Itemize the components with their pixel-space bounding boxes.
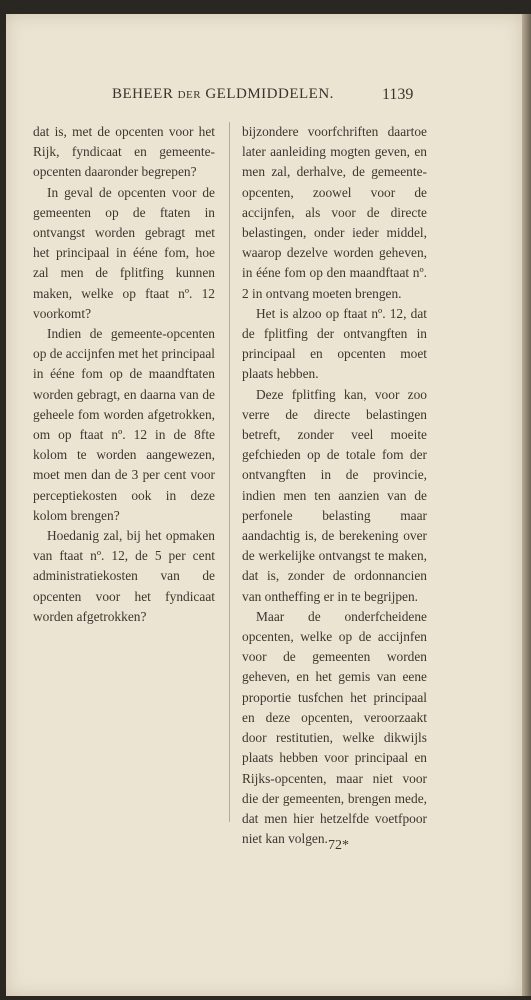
left-paragraph: Hoedanig zal, bij het opmaken van ftaat nº. 12, de 5 per cent administratiekosten van de opcenten voor het fyndicaat worden afgetrokken? <box>33 528 215 624</box>
left-paragraph: dat is, met de opcenten voor het Rijk, fyndicaat en gemeente-opcenten daaronder begrepen? <box>33 124 215 180</box>
header-title-part2: GELDMIDDELEN. <box>205 86 334 102</box>
left-paragraph: In geval de opcenten voor de gemeenten op de ftaten in ontvangst worden gebragt met het principaal in ééne fom, hoe zal men de fplitfing kunnen maken, welke op ftaat nº. 12 voorkomt? <box>33 184 215 321</box>
left-column <box>33 122 215 627</box>
right-paragraph: Maar de onderfcheidene opcenten, welke op de accijnfen voor de gemeenten worden geheven, en het gemis van eene proportie tusfchen het principaal en deze opcenten, veroorzaakt door restitutien, welke dikwijls plaats hebben voor principaal en Rijks-opcenten, maar niet voor die der gemeenten, brengen mede, dat men hier hetzelfde voetfpoor niet kan volgen. <box>242 608 427 847</box>
right-column <box>242 122 427 849</box>
column-divider <box>229 122 230 822</box>
page-edge <box>522 14 531 996</box>
right-paragraph: bijzondere voorfchriften daartoe later aanleiding mogten geven, en men zal, derhalve, de gemeente-opcenten, zoowel voor de accijnfen, als voor de directe belastingen, onder ieder middel, waarop dezelve worden geheven, in éénе fom op den maandftaat nº. 2 in ontvang moeten brengen. <box>242 124 427 301</box>
signature-mark: 72* <box>328 838 349 853</box>
left-paragraph: Indien de gemeente-opcenten op de accijnfen met het principaal in éénе fom op de maandftaten worden gebragt, en daarna van de geheele fom worden afgetrokken, om op ftaat nº. 12 in de 8fte kolom te worden aangewezen, moet men dan de 3 per cent voor perceptiekosten ook in deze kolom brengen? <box>33 326 215 523</box>
header-title-part1: BEHEER <box>112 86 174 102</box>
right-paragraph: Het is alzoo op ftaat nº. 12, dat de fplitfing der ontvangften in principaal en opcenten moet plaats hebben. <box>242 305 427 382</box>
page-number: 1139 <box>382 86 414 103</box>
right-paragraph: Deze fplitfing kan, voor zoo verre de directe belastingen betreft, zonder veel moeite gefchieden op de totale fom der ontvangften in de provincie, indien men ten aanzien van de perfonele belasting maar aandachtig is, de berekening over de werkelijke ontvangst te maken, dat is, zonder de ordonnancien van ontheffing er in te begrijpen. <box>242 386 427 604</box>
header-title-small: DER <box>177 89 202 101</box>
